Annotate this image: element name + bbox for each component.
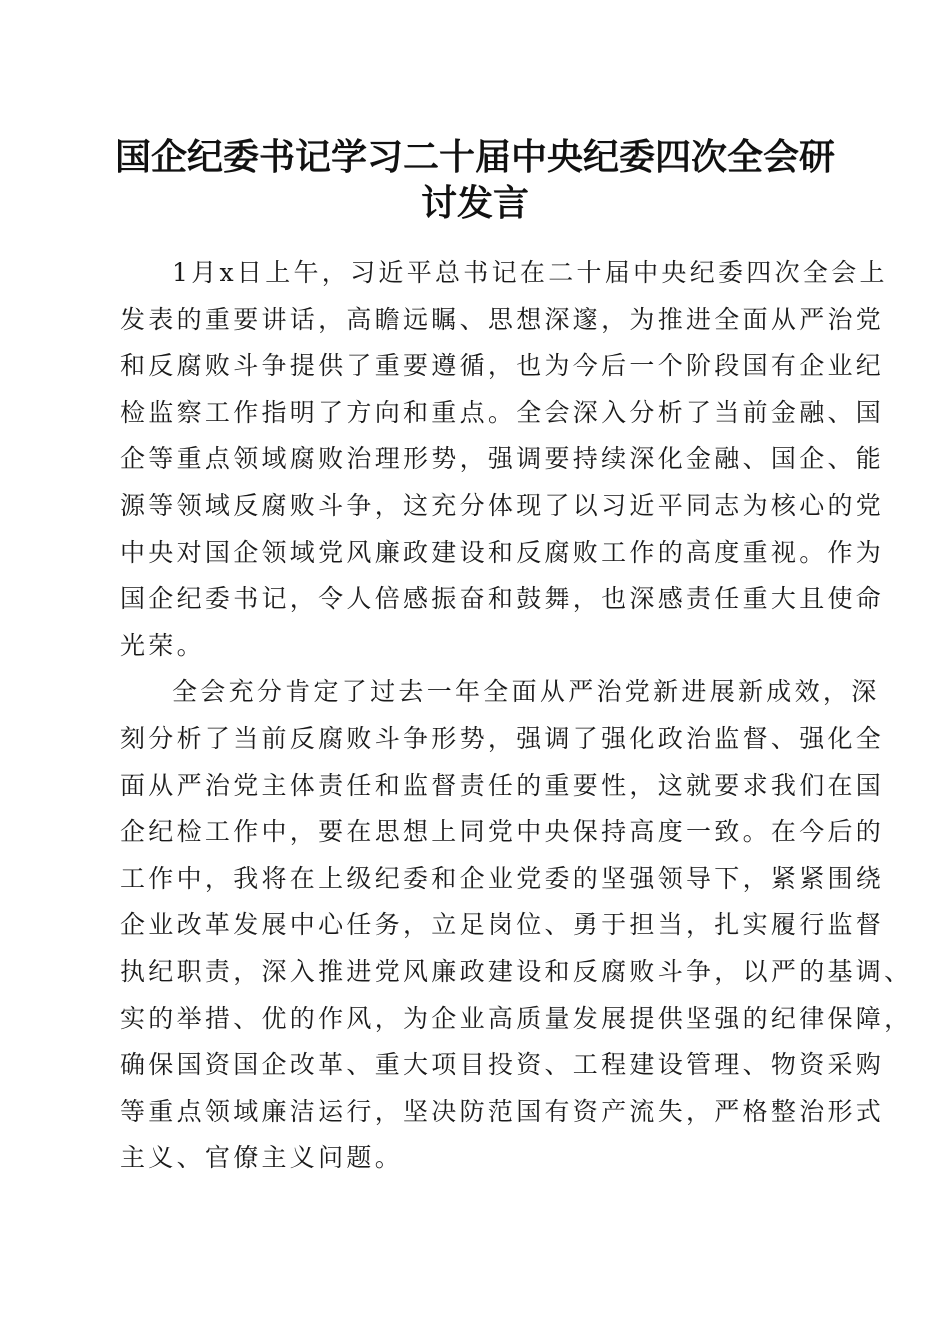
paragraph-2-line: 刻分析了当前反腐败斗争形势，强调了强化政治监督、强化全 [120,723,885,753]
paragraph-2-line: 主义、官僚主义问题。 [120,1143,404,1173]
paragraph-1-line: 和反腐败斗争提供了重要遵循，也为今后一个阶段国有企业纪 [120,351,885,381]
paragraph-2-line: 企纪检工作中，要在思想上同党中央保持高度一致。在今后的 [120,817,885,847]
paragraph-1 [120,250,888,669]
paragraph-2-line: 等重点领域廉洁运行，坚决防范国有资产流失，严格整治形式 [120,1096,885,1126]
paragraph-1-line: 国企纪委书记，令人倍感振奋和鼓舞，也深感责任重大且使命 [120,584,885,614]
title-line-1: 国企纪委书记学习二十届中央纪委四次全会研 [114,136,835,178]
paragraph-1-line: 源等领域反腐败斗争，这充分体现了以习近平同志为核心的党 [120,490,885,520]
paragraph-2-line: 确保国资国企改革、重大项目投资、工程建设管理、物资采购 [120,1050,885,1080]
paragraph-1-line: 检监察工作指明了方向和重点。全会深入分析了当前金融、国 [120,397,885,427]
document-title [110,134,840,226]
paragraph-2-line: 面从严治党主体责任和监督责任的重要性，这就要求我们在国 [120,770,885,800]
title-line-2: 讨发言 [420,182,529,224]
paragraph-2-line: 实的举措、优的作风，为企业高质量发展提供坚强的纪律保障， [120,1003,913,1033]
paragraph-2-line: 工作中，我将在上级纪委和企业党委的坚强领导下，紧紧围绕 [120,863,885,893]
paragraph-1-line: 企等重点领域腐败治理形势，强调要持续深化金融、国企、能 [120,444,885,474]
paragraph-1-line: 1月x日上午，习近平总书记在二十届中央纪委四次全会上 [172,258,888,287]
document-body [120,250,913,1182]
paragraph-2-line: 企业改革发展中心任务，立足岗位、勇于担当，扎实履行监督 [120,910,885,940]
paragraph-1-line: 中央对国企领域党风廉政建设和反腐败工作的高度重视。作为 [120,537,885,567]
paragraph-1-line: 发表的重要讲话，高瞻远瞩、思想深邃，为推进全面从严治党 [120,304,885,334]
paragraph-2-line: 执纪职责，深入推进党风廉政建设和反腐败斗争，以严的基调、 [120,956,913,986]
paragraph-2 [120,669,913,1182]
paragraph-2-line: 全会充分肯定了过去一年全面从严治党新进展新成效，深 [172,677,880,707]
paragraph-1-line: 光荣。 [120,630,205,660]
